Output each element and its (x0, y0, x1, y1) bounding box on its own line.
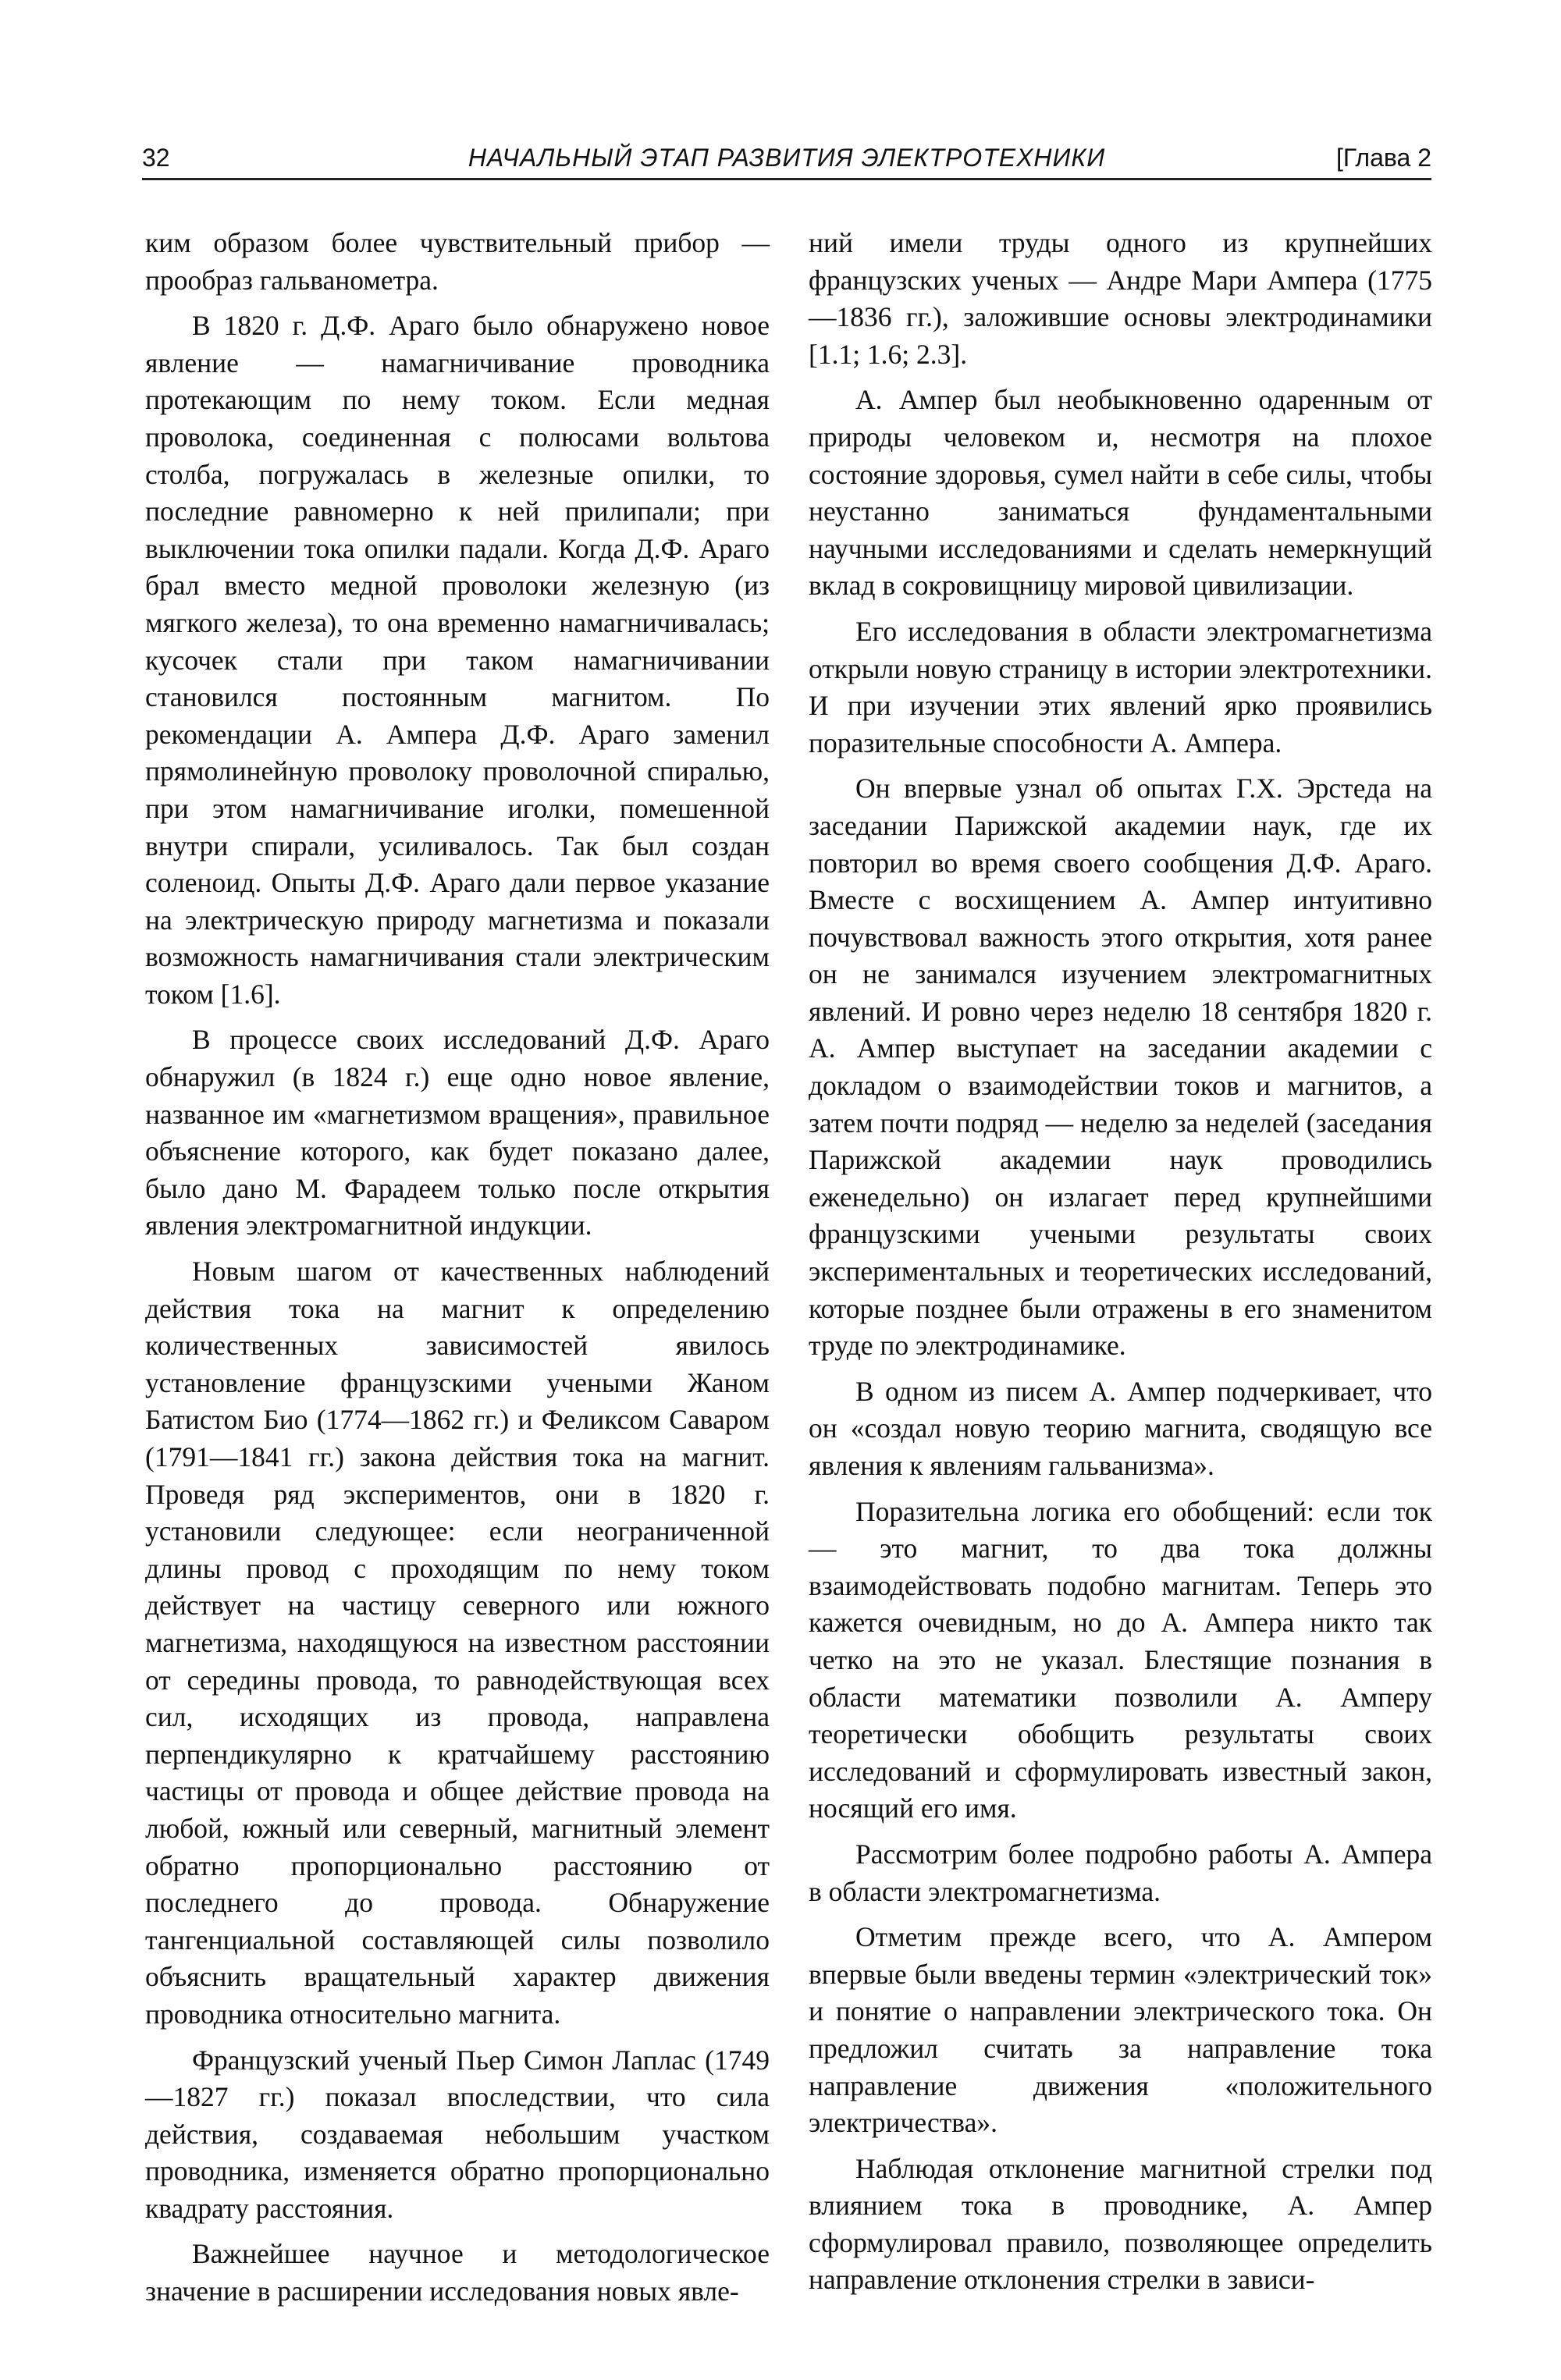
paragraph: Важнейшее научное и методологическое значение в расширении исследования новых явле- (145, 2238, 770, 2307)
paragraph: Он впервые узнал об опытах Г.Х. Эрстеда на заседании Парижской академии наук, где их повторил во время своего сообщения Д.Ф. Араго. Вместе с восхищением А. Ампер интуитивно почувствовал важность этого открытия, хотя ранее он не занимался изучением электромагнитных явлений. И ровно через неделю 18 сентября 1820 г. А. Ампер выступает на заседании академии с докладом о взаимодействии токов и магнитов, а затем почти подряд — неделю за неделей (заседания Парижской академии наук проводились еженедельно) он излагает перед крупнейшими французскими учеными результаты своих экспериментальных и теоретических исследований, которые позднее были отражены в его знаменитом труде по электродинамике. (809, 773, 1432, 1362)
paragraph: Французский ученый Пьер Симон Лаплас (1749—1827 гг.) показал впоследствии, что сила действия, создаваемая небольшим участком проводника, изменяется обратно пропорционально квадрату расстояния. (145, 2044, 770, 2224)
paragraph: ким образом более чувствительный прибор — прообраз гальванометра. (145, 227, 770, 296)
paragraph: В 1820 г. Д.Ф. Араго было обнаружено новое явление — намагничивание проводника протекающим по нему током. Если медная проволока, соединенная с полюсами вольтова столба, погружалась в железные опилки, то последние равномерно к ней прилипали; при выключении тока опилки падали. Когда Д.Ф. Араго брал вместо медной проволоки железную (из мягкого железа), то она временно намагничивалась; кусочек стали при таком намагничивании становился постоянным магнитом. По рекомендации А. Ампера Д.Ф. Араго заменил прямолинейную проволоку проволочной спиралью, при этом намагничивание иголки, помешенной внутри спирали, усиливалось. Так был создан соленоид. Опыты Д.Ф. Араго дали первое указание на электрическую природу магнетизма и показали возможность намагничивания стали электрическим током [1.6]. (145, 310, 770, 1010)
paragraph: А. Ампер был необыкновенно одаренным от природы человеком и, несмотря на плохое состояние здоровья, сумел найти в себе силы, чтобы неустанно заниматься фундаментальными научными исследованиями и сделать немеркнущий вклад в сокровищницу мировой цивилизации. (809, 384, 1432, 602)
paragraph: Рассмотрим более подробно работы А. Ампера в области электромагнетизма. (809, 1838, 1432, 1907)
chapter-label: [Глава 2 (1335, 144, 1431, 172)
left-column (145, 225, 770, 2319)
paragraph: Поразительна логика его обобщений: если ток — это магнит, то два тока должны взаимодействовать подобно магнитам. Теперь это кажется очевидным, но до А. Ампера никто так четко на это не указал. Блестящие познания в области математики позволили А. Амперу теоретически обобщить результаты своих исследований и сформулировать известный закон, носящий его имя. (809, 1495, 1432, 1824)
running-header (142, 140, 1431, 180)
paragraph: Наблюдая отклонение магнитной стрелки под влиянием тока в проводнике, А. Ампер сформулировал правило, позволяющее определить направление отклонения стрелки в зависи- (809, 2152, 1432, 2296)
paragraph: Отметим прежде всего, что А. Ампером впервые были введены термин «электрический ток» и понятие о направлении электрического тока. Он предложил считать за направление тока направление движения «положительного электричества». (809, 1921, 1432, 2139)
page-number: 32 (142, 144, 170, 172)
right-column (809, 225, 1432, 2307)
paragraph: В одном из писем А. Ампер подчеркивает, что он «создал новую теорию магнита, сводящую все явления к явлениям гальванизма». (809, 1375, 1432, 1481)
paragraph: Новым шагом от качественных наблюдений действия тока на магнит к определению количественных зависимостей явилось установление французскими учеными Жаном Батистом Био (1774—1862 гг.) и Феликсом Саваром (1791—1841 гг.) закона действия тока на магнит. Проведя ряд экспериментов, они в 1820 г. установили следующее: если неограниченной длины провод с проходящим по нему током действует на частицу северного или южного магнетизма, находящуюся на известном расстоянии от середины провода, то равнодействующая всех сил, исходящих из провода, направлена перпендикулярно к кратчайшему расстоянию частицы от провода и общее действие провода на любой, южный или северный, магнитный элемент обратно пропорционально расстоянию от последнего до провода. Обнаружение тангенциальной составляющей силы позволило объяснить вращательный характер движения проводника относительно магнита. (145, 1256, 770, 2030)
paragraph: Его исследования в области электромагнетизма открыли новую страницу в истории электротехники. И при изучении этих явлений ярко проявились поразительные способности А. Ампера. (809, 615, 1432, 758)
running-title: НАЧАЛЬНЫЙ ЭТАП РАЗВИТИЯ ЭЛЕКТРОТЕХНИКИ (468, 144, 1106, 172)
paragraph: ний имели труды одного из крупнейших французских ученых — Андре Мари Ампера (1775—1836 гг.), заложившие основы электродинамики [1.1; 1.6; 2.3]. (809, 227, 1432, 370)
paragraph: В процессе своих исследований Д.Ф. Араго обнаружил (в 1824 г.) еще одно новое явление, названное им «магнетизмом вращения», правильное объяснение которого, как будет показано далее, было дано М. Фарадеем только после открытия явления электромагнитной индукции. (145, 1024, 770, 1242)
